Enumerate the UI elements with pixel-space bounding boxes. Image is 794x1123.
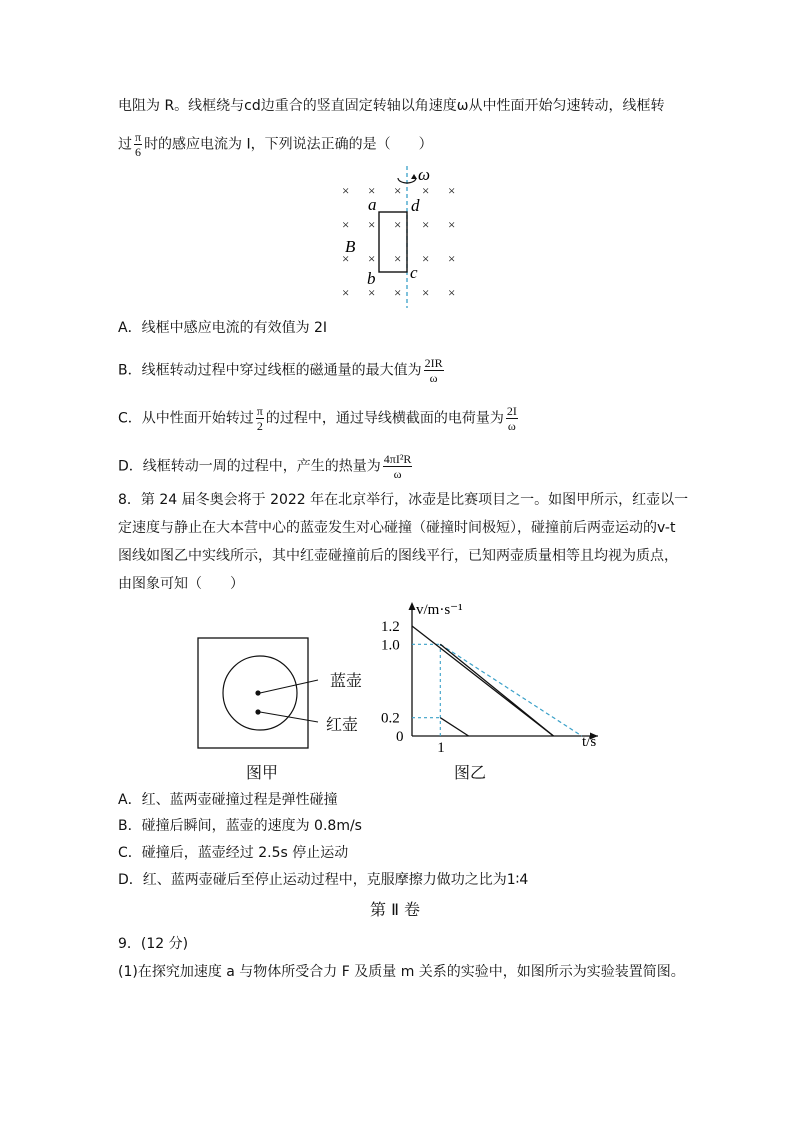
q7-option-c-fraction1: $\frac{\pi}{2}$ [256, 404, 263, 433]
field-cross: × [422, 251, 430, 266]
blue-stone-dot [255, 690, 260, 695]
y-axis-arrow-icon [409, 602, 416, 610]
field-cross: × [368, 285, 376, 300]
q8-option-a: A．红、蓝两壶碰撞过程是弹性碰撞 [118, 792, 338, 808]
series-line-2 [440, 718, 468, 736]
q8-line3: 图线如图乙中实线所示，其中红壶碰撞前后的图线平行，已知两壶质量相等且均视为质点， [118, 548, 678, 564]
field-cross: × [342, 251, 350, 266]
label-a: a [368, 195, 377, 214]
q7-option-a: A．线框中感应电流的有效值为 2I [118, 320, 328, 336]
field-cross: × [422, 285, 430, 300]
x-axis-label: t/s [582, 734, 597, 750]
blue-stone-label: 蓝壶 [330, 671, 363, 690]
figure-a-caption: 图甲 [246, 763, 279, 782]
x-tick-label: 1 [437, 740, 445, 756]
field-cross: × [448, 183, 456, 198]
label-b: b [367, 269, 376, 288]
q8-line2: 定速度与静止在大本营中心的蓝壶发生对心碰撞（碰撞时间极短），碰撞前后两壶运动的v-t [118, 520, 676, 536]
field-cross: × [448, 217, 456, 232]
section-title: 第 Ⅱ 卷 [370, 900, 421, 919]
y-tick-label: 1.2 [381, 618, 400, 635]
origin-label: 0 [396, 729, 404, 745]
q9-head: 9．(12 分) [118, 936, 189, 952]
rink-square [198, 638, 308, 748]
y-tick-label: 0.2 [381, 710, 400, 727]
coil-rectangle [379, 212, 407, 272]
field-cross: × [394, 217, 402, 232]
red-stone-label: 红壶 [326, 715, 359, 734]
field-cross: × [342, 183, 350, 198]
q9-sub1: (1)在探究加速度 a 与物体所受合力 F 及质量 m 关系的实验中，如图所示为实验装置简图。 [118, 964, 685, 980]
field-cross: × [394, 183, 402, 198]
q7-option-d-fraction: $\frac{\text{4πI²R}}{\omega}$ [383, 452, 412, 481]
magnetic-field-crosses [342, 183, 455, 300]
field-cross: × [394, 251, 402, 266]
q7-option-b-fraction: $\frac{2IR}{\omega}$ [424, 356, 443, 385]
field-cross: × [394, 285, 402, 300]
q7-option-c: C．从中性面开始转过 $\frac{\pi}{2}$ 的过程中，通过导线横截面的电荷量为 $\frac{2I}{\omega}$ [118, 404, 517, 433]
label-B: B [345, 237, 356, 256]
field-cross: × [342, 217, 350, 232]
q7-coil-figure [330, 160, 470, 310]
y-tick-label: 1.0 [381, 637, 400, 654]
field-cross: × [342, 285, 350, 300]
label-d: d [411, 196, 420, 215]
field-cross: × [422, 183, 430, 198]
field-cross: × [448, 251, 456, 266]
label-c: c [410, 263, 418, 282]
q8-option-b: B．碰撞后瞬间，蓝壶的速度为 0.8m/s [118, 818, 362, 834]
field-cross: × [368, 183, 376, 198]
q7-line2 [118, 130, 433, 159]
dashed-series-line [440, 644, 582, 736]
q8-line4: 由图象可知（ ） [118, 576, 244, 592]
q8-option-c: C．碰撞后，蓝壶经过 2.5s 停止运动 [118, 845, 349, 861]
field-cross: × [422, 217, 430, 232]
q7-angle-fraction: $\frac{\pi}{6}$ [135, 130, 142, 159]
field-cross: × [448, 285, 456, 300]
omega-label: ω [418, 165, 431, 184]
blue-stone-leader [260, 680, 318, 693]
q8-line1: 8．第 24 届冬奥会将于 2022 年在北京举行，冰壶是比赛项目之一。如图甲所示，红壶以一 [118, 492, 689, 508]
y-axis-label: v/m·s⁻¹ [416, 602, 463, 618]
field-cross: × [368, 217, 376, 232]
q7-line2-post: 时的感应电流为 I，下列说法正确的是（ ） [144, 136, 433, 153]
figure-b-caption: 图乙 [454, 763, 487, 782]
q7-line2-pre: 过 [118, 136, 132, 153]
q7-line1: 电阻为 R。线框绕与cd边重合的竖直固定转轴以角速度ω从中性面开始匀速转动，线框转 [118, 98, 665, 114]
q7-option-d: D．线框转动一周的过程中，产生的热量为 $\frac{\text{4πI²R}}{\omega}$ [118, 452, 412, 481]
series-line-1 [440, 644, 553, 736]
vt-chart [370, 596, 610, 756]
q7-option-b: B．线框转动过程中穿过线框的磁通量的最大值为 $\frac{2IR}{\omega}$ [118, 356, 443, 385]
q7-option-c-fraction2: $\frac{2I}{\omega}$ [506, 404, 517, 433]
field-cross: × [368, 251, 376, 266]
red-stone-leader [260, 712, 318, 722]
red-stone-dot [255, 709, 260, 714]
q8-option-d: D．红、蓝两壶碰后至停止运动过程中，克服摩擦力做功之比为1∶4 [118, 872, 529, 888]
